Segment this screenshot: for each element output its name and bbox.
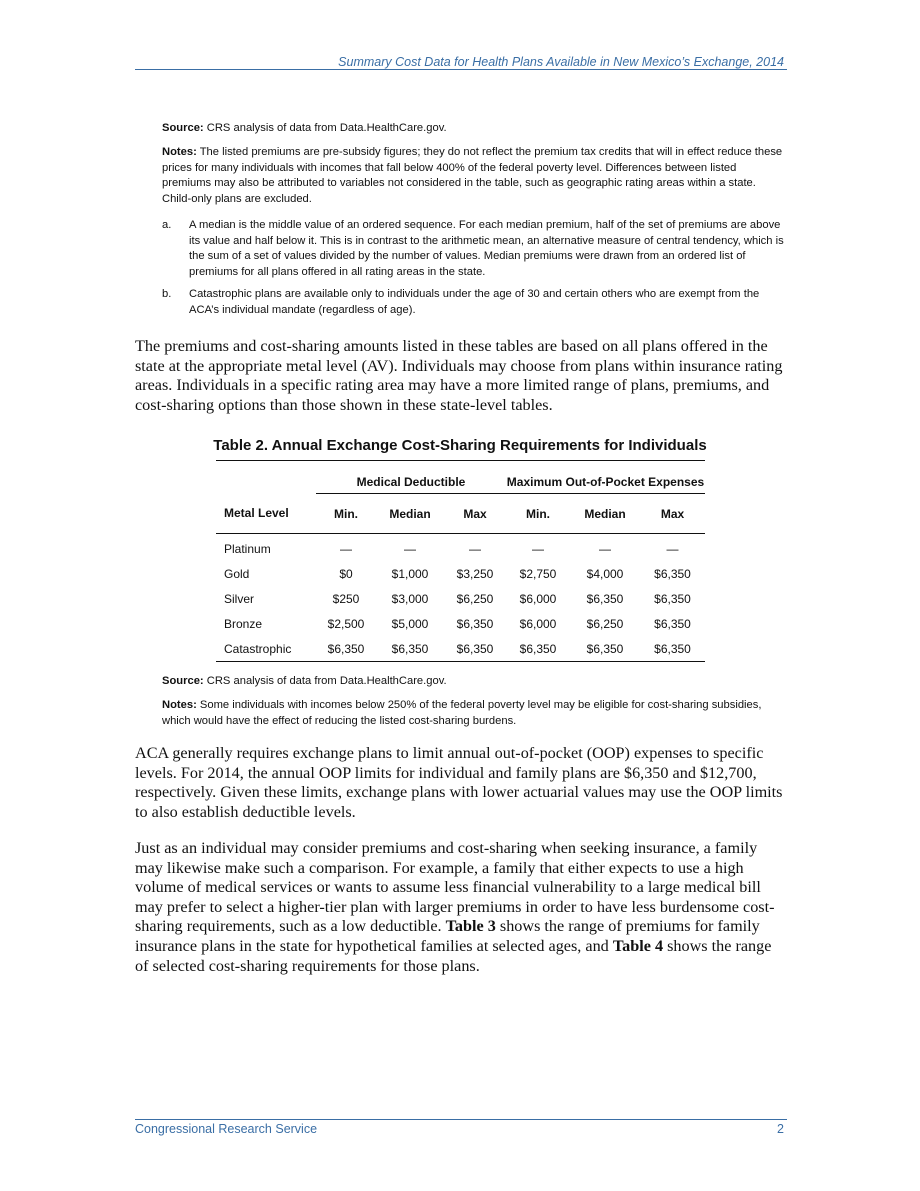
table-row	[216, 534, 705, 562]
source-text: CRS analysis of data from Data.HealthCare.gov.	[206, 122, 447, 134]
source-label: Source:	[162, 122, 204, 134]
table-row	[216, 636, 705, 662]
notes-label: Notes:	[162, 146, 197, 158]
table-cell: Catastrophic	[216, 636, 316, 662]
table-title: Table 2. Annual Exchange Cost-Sharing Requirements for Individuals	[213, 437, 707, 454]
column-header: Min.	[316, 494, 376, 534]
page-number: 2	[777, 1122, 784, 1136]
table-cell: Bronze	[224, 616, 263, 631]
paragraph-text: shows the range of selected cost-sharing requirements for those plans.	[135, 936, 772, 975]
table-cell: —	[532, 541, 544, 556]
table-cell: $6,250	[456, 591, 494, 606]
footnote-list	[162, 218, 784, 319]
column-header-row	[216, 494, 705, 534]
table-cell: $2,750	[519, 566, 557, 581]
table-cell: $3,000	[391, 591, 429, 606]
source-note-2	[162, 674, 784, 690]
table-row	[216, 586, 705, 611]
footnote-marker: a.	[162, 219, 172, 231]
table-cell: —	[666, 541, 679, 556]
column-header: Max	[640, 494, 705, 534]
running-header: Summary Cost Data for Health Plans Available in New Mexico’s Exchange, 2014	[338, 55, 784, 69]
footnote-b	[162, 287, 784, 318]
body-paragraph-3	[135, 839, 787, 976]
table-cell: Platinum	[224, 541, 271, 556]
group-header-row	[216, 461, 705, 494]
table-cell: —	[599, 541, 611, 556]
column-header: Max	[444, 494, 506, 534]
footnote-text: A median is the middle value of an ordered sequence. For each median premium, half of the set of premiums are above its value and half below it. This is in contrast to the arithmetic mean, an alternative measure of central tendency, which is the sum of a set of values divided by the number of values. Median premiums were drawn from an ordered list of premiums for all plans offered in all rating areas in the state.	[189, 219, 784, 278]
table-cell: $0	[339, 566, 353, 581]
footnote-text: Catastrophic plans are available only to individuals under the age of 30 and certain others who are exempt from the ACA’s individual mandate (regardless of age).	[189, 288, 760, 316]
table-cell: $6,000	[519, 616, 557, 631]
table-cell: $6,350	[654, 591, 691, 606]
source-note-1	[162, 121, 784, 137]
deductible-group-header: Medical Deductible	[316, 461, 506, 494]
column-header: Min.	[506, 494, 570, 534]
notes-label: Notes:	[162, 699, 197, 711]
table-cell: Gold	[224, 566, 250, 581]
table-cell: $2,500	[327, 616, 365, 631]
table-cell: $6,350	[444, 636, 506, 662]
footnote-marker: b.	[162, 288, 172, 301]
table-cell: $6,350	[506, 636, 570, 662]
notes-2	[162, 698, 784, 729]
table-cell: —	[404, 541, 416, 556]
table-cell: Silver	[224, 591, 255, 606]
table-row	[216, 561, 705, 586]
table-cell: $6,350	[654, 616, 691, 631]
source-label: Source:	[162, 675, 204, 687]
table-cell: $6,350	[456, 616, 494, 631]
table-cell: $6,350	[654, 566, 691, 581]
paragraph-text: shows the range of premiums for family insurance plans in the state for hypothetical families at selected ages, and	[135, 917, 760, 955]
table-cell: $6,350	[586, 591, 624, 606]
table-cell: —	[469, 541, 481, 556]
column-header: Median	[376, 494, 444, 534]
body-paragraph-1: The premiums and cost-sharing amounts listed in these tables are based on all plans offered in the state at the appropriate metal level (AV). Individuals may choose from plans within insurance rating areas. Individuals in a specific rating area may have a more limited range of plans, premiums, and cost-sharing options than those shown in these state-level tables.	[135, 337, 783, 414]
table-cell: $3,250	[456, 566, 494, 581]
notes-text: The listed premiums are pre-subsidy figures; they do not reflect the premium tax credits that will in effect reduce these prices for many individuals with incomes that fall below 400% of the federal poverty level. Differences between listed premiums may also be attributed to variables not considered in the table, such as geographic rating areas within a state. Child-only plans are excluded.	[162, 146, 783, 205]
cost-sharing-table	[216, 460, 705, 662]
footer-rule	[135, 1119, 787, 1120]
table-row	[216, 611, 705, 636]
paragraph-text: Just as an individual may consider premiums and cost-sharing when seeking insurance, a family may likewise make such a comparison. For example, a family that either expects to use a high volume of medical services or wants to assume less financial vulnerability to a large medical bill may prefer to select a higher-tier plan with larger premiums in order to have less burdensome cost-sharing requirements, such as a low deductible.	[135, 839, 775, 936]
header-rule	[135, 69, 787, 70]
table-reference: Table 3	[445, 917, 496, 936]
source-text: CRS analysis of data from Data.HealthCare.gov.	[206, 675, 447, 687]
table-cell: —	[340, 541, 352, 556]
table-cell: $6,350	[316, 636, 376, 662]
table-reference: Table 4	[612, 936, 664, 955]
table-cell: $6,350	[376, 636, 444, 662]
body-paragraph-2: ACA generally requires exchange plans to limit annual out-of-pocket (OOP) expenses to specific levels. For 2014, the annual OOP limits for individual and family plans are $6,350 and $12,700, respectively. Given these limits, exchange plans with lower actuarial values may use the OOP limits to also establish deductible levels.	[135, 744, 783, 821]
column-header: Median	[570, 494, 640, 534]
oop-group-header: Maximum Out-of-Pocket Expenses	[506, 461, 705, 494]
notes-1	[162, 145, 784, 207]
footnote-a	[162, 218, 784, 280]
table-cell: $6,350	[640, 636, 705, 662]
table-cell: $1,000	[391, 566, 429, 581]
notes-text: Some individuals with incomes below 250% of the federal poverty level may be eligible for cost-sharing subsidies, which would have the effect of reducing the listed cost-sharing burdens.	[162, 699, 762, 727]
table-cell: $5,000	[391, 616, 429, 631]
footer-organization: Congressional Research Service	[135, 1122, 318, 1136]
table-cell: $6,350	[570, 636, 640, 662]
table-cell: $250	[332, 591, 360, 606]
column-header: Metal Level	[216, 494, 316, 534]
table-cell: $6,250	[586, 616, 624, 631]
table-cell: $6,000	[519, 591, 557, 606]
table-cell: $4,000	[586, 566, 624, 581]
